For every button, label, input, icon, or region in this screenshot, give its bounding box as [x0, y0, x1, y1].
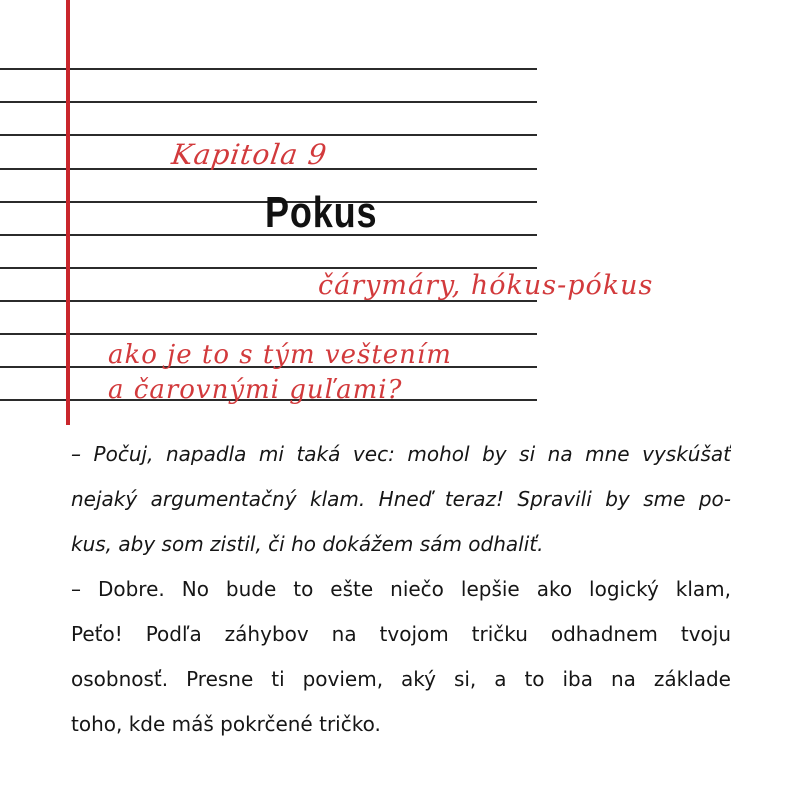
notebook-header — [0, 0, 654, 425]
body-line: toho, kde máš pokrčené tričko. — [71, 712, 381, 736]
ruled-line — [0, 267, 537, 269]
body-line: Peťo! Podľa záhybov na tvojom tričku odhadnem tvoju — [71, 622, 731, 646]
body-line: osobnosť. Presne ti poviem, aký si, a to iba na základe — [71, 667, 731, 691]
margin-line — [66, 0, 70, 425]
subtitle-line-3: a čarovnými guľami? — [108, 375, 403, 405]
body-line: kus, aby som zistil, či ho dokážem sám odhaliť. — [71, 532, 544, 556]
ruled-line — [0, 333, 537, 335]
body-line: – Dobre. No bude to ešte niečo lepšie ako logický klam, — [71, 577, 731, 601]
subtitle-line-1: čárymáry, hókus-pókus — [318, 270, 654, 301]
body-line: – Počuj, napadla mi taká vec: mohol by si na mne vyskúšať — [71, 442, 731, 466]
chapter-title: Pokus — [265, 188, 378, 237]
ruled-line — [0, 101, 537, 103]
body-text — [71, 432, 731, 747]
body-line: nejaký argumentačný klam. Hneď teraz! Spravili by sme po- — [71, 487, 731, 511]
subtitle-line-2: ako je to s tým veštením — [108, 340, 452, 370]
ruled-line — [0, 68, 537, 70]
chapter-label: Kapitola 9 — [169, 138, 330, 171]
ruled-line — [0, 134, 537, 136]
